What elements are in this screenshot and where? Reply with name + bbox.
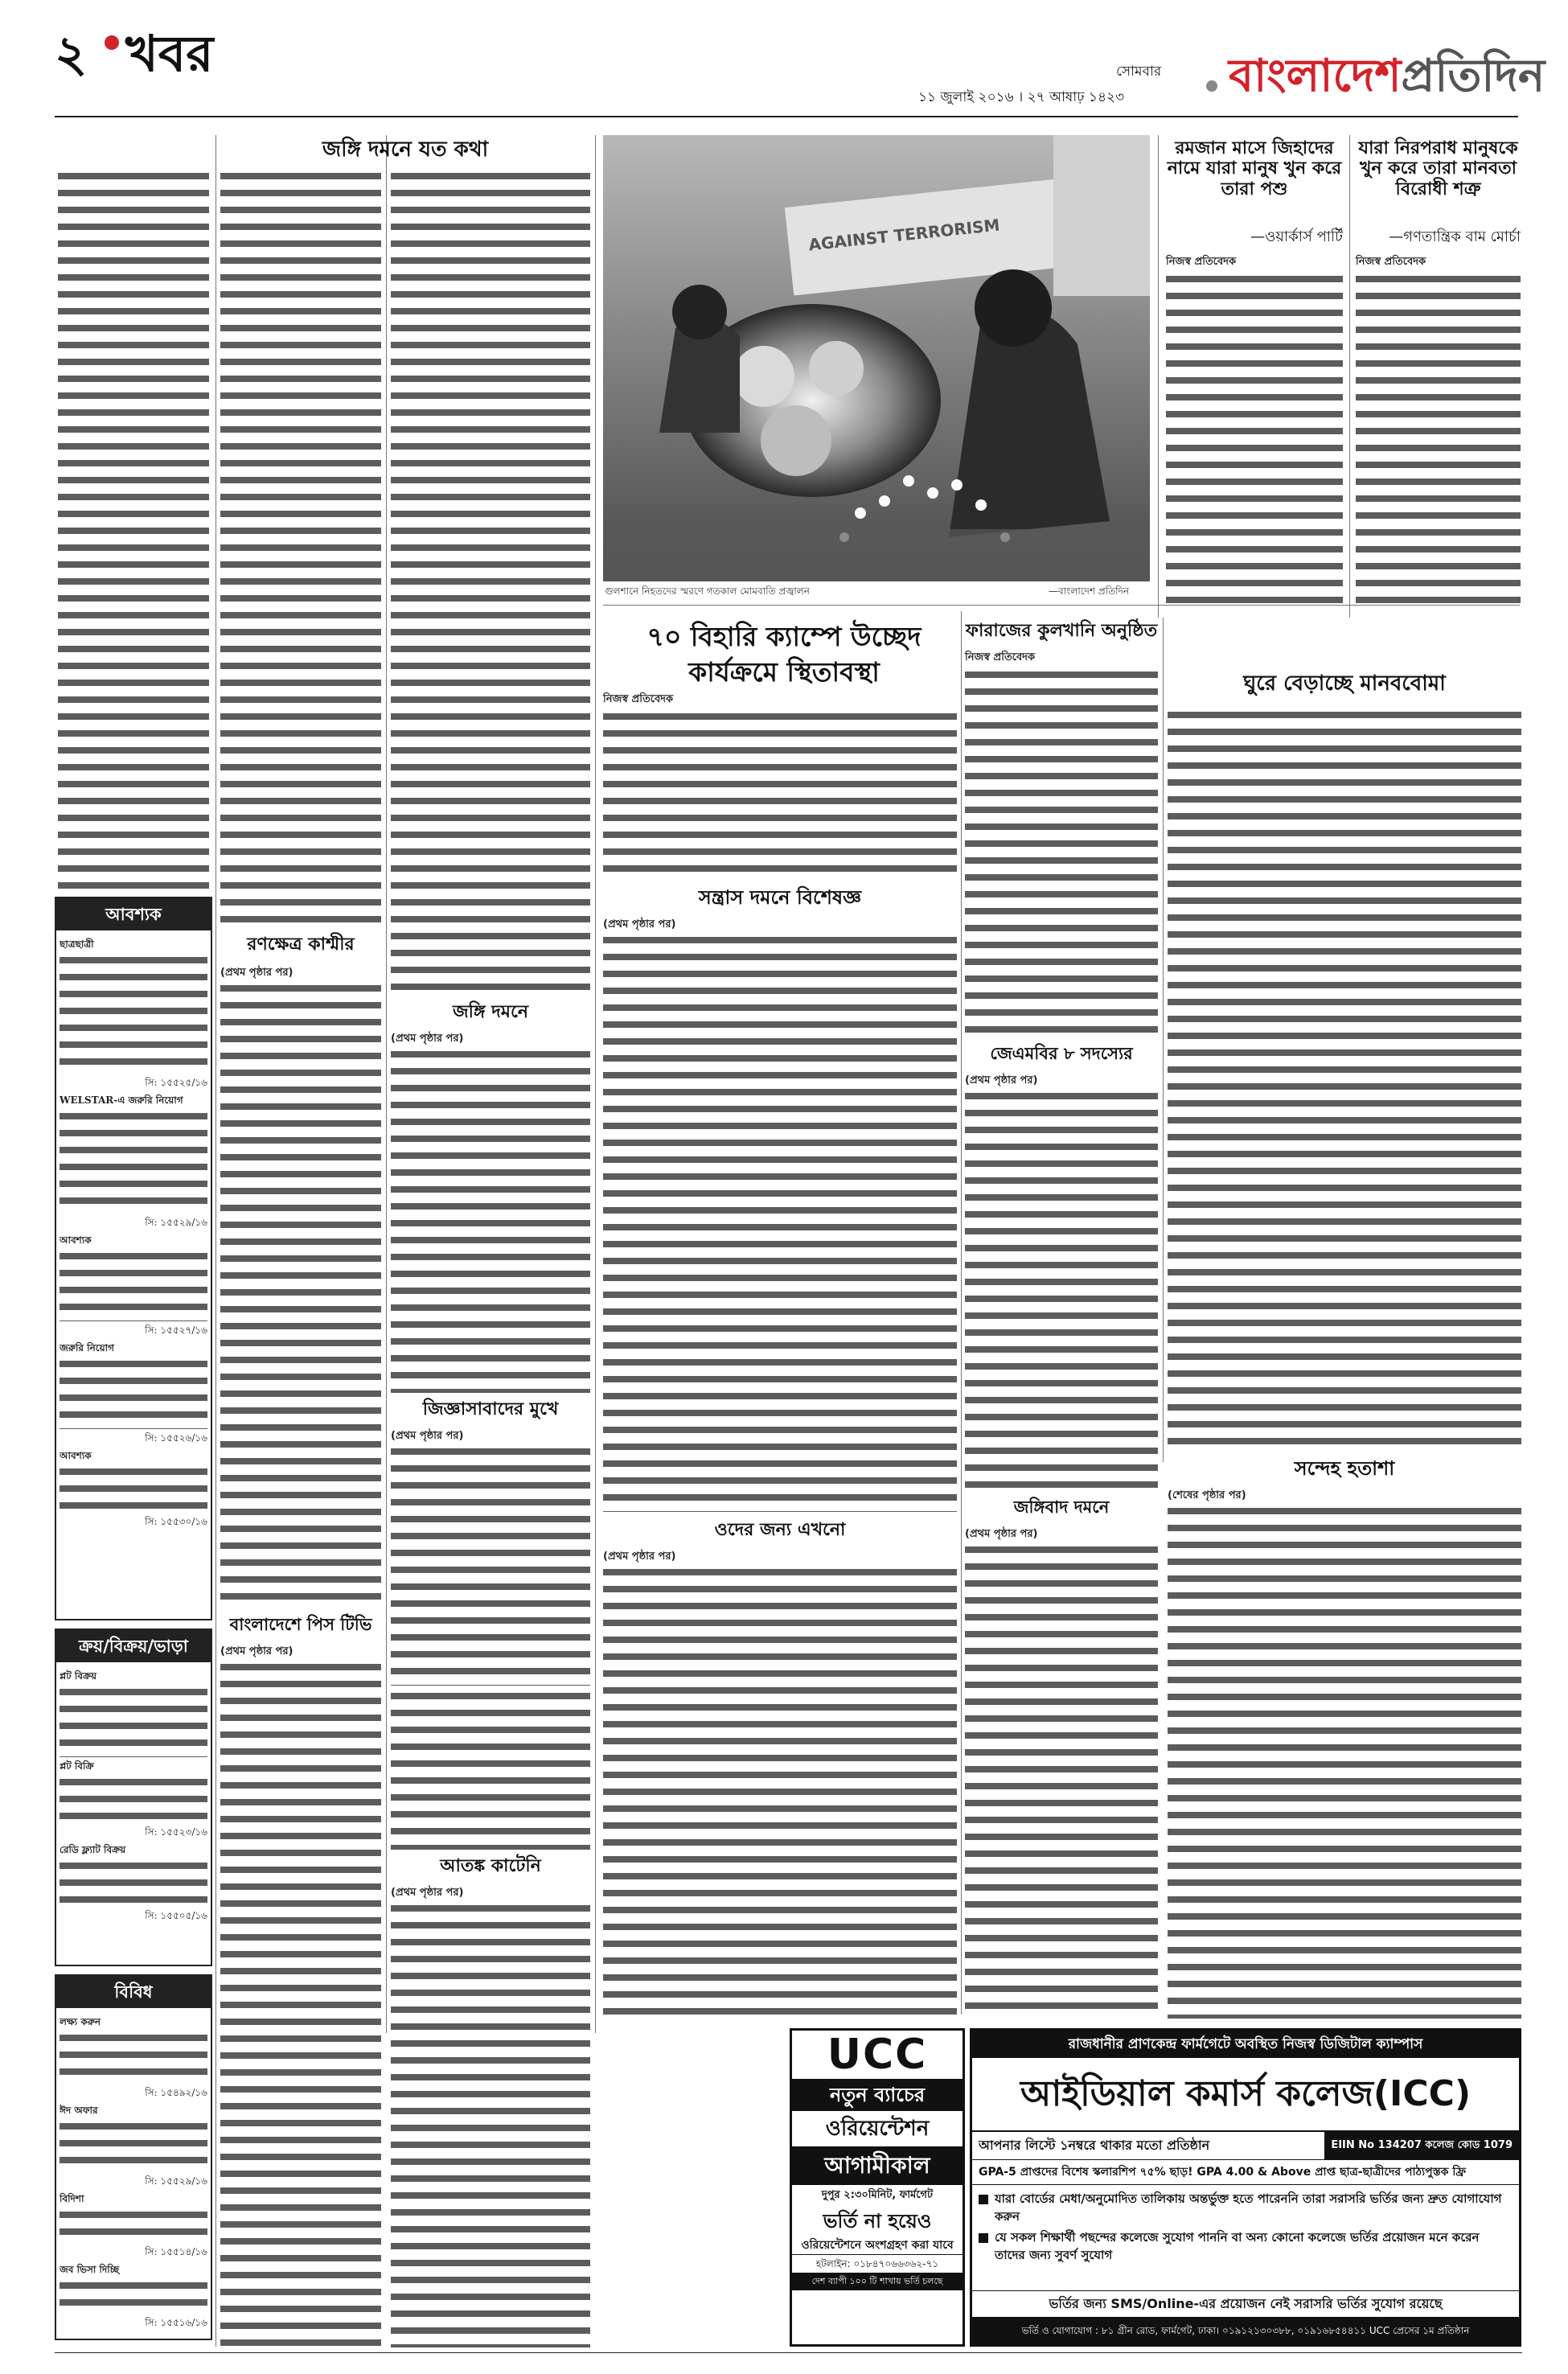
peace-tv-headline: বাংলাদেশে পিস টিভি (229, 1614, 372, 1634)
classified-id: সি: ১৫৫২৭/১৬ (145, 1325, 207, 1336)
column-rule (961, 611, 962, 2015)
innocent-byline: নিজস্ব প্রতিবেদক (1356, 256, 1426, 268)
innocent-text (1356, 272, 1521, 610)
bullet-square-icon (979, 2195, 988, 2204)
classified-item: জরুরি নিয়োগ (60, 1342, 114, 1353)
faraz-headline: ফারাজের কুলখানি অনুষ্ঠিত (965, 620, 1158, 641)
column-rule (1158, 135, 1159, 618)
photo-credit: —বাংলাদেশ প্রতিদিন (1049, 585, 1130, 597)
column-rule (215, 135, 216, 2347)
classified-id: সি: ১৫৫২৯/১৬ (145, 1217, 207, 1228)
for-them-headline: ওদের জন্য এখনো (714, 1519, 846, 1540)
ucc-line5: ওরিয়েন্টেশনে অংশগ্রহণ করা যাবে (801, 2239, 954, 2252)
classified-body (60, 1249, 207, 1321)
ucc-time: দুপুর ২:৩০মিনিট, ফার্মগেট (821, 2189, 934, 2201)
icc-bullet1: যারা বোর্ডের মেধা/অনুমোদিত তালিকায় অন্তর্ভুক্ত হতে পারেননি তারা সরাসরি ভর্তির জন্য দ্রুত যোগাযোগ করুন (995, 2191, 1502, 2224)
terror-expert-lead: (প্রথম পৃষ্ঠার পর) (603, 918, 676, 930)
militancy-col3-text (391, 169, 590, 997)
logo-part-b: প্রতিদিন (1401, 50, 1545, 102)
militancy-headline: জঙ্গি দমনে যত কথা (322, 138, 489, 162)
classified-needed (55, 897, 212, 1620)
icc-eiin: EIIN No 134207 কলেজ কোড 1079 (1324, 2132, 1519, 2159)
classified-body (60, 2208, 207, 2243)
kashmir-lead: (প্রথম পৃষ্ঠার পর) (220, 967, 293, 979)
ramadan-credit: —ওয়ার্কার্স পার্টি (1250, 228, 1343, 245)
photo-caption: গুলশানে নিহতদের স্মরণে গতকাল মোমবাতি প্রজ্বালন (605, 585, 810, 597)
bullet-square-icon (979, 2233, 988, 2243)
classified-body (60, 1685, 207, 1757)
classified-misc-items (60, 2013, 207, 2335)
icc-location: রাজধানীর প্রাণকেন্দ্র ফার্মগেটে অবস্থিত নিজস্ব ডিজিটাল ক্যাম্পাস (972, 2031, 1519, 2058)
classified-id: সি: ১৫৫২৬/১৬ (145, 1432, 207, 1444)
classified-body (60, 2119, 207, 2172)
militant2-headline: জঙ্গিবাদ দমনে (1013, 1497, 1110, 1517)
ucc-ad[interactable] (790, 2028, 965, 2347)
car-bomb-headline: ঘুরে বেড়াচ্ছে মানববোমা (1243, 672, 1446, 696)
classified-id: সি: ১৫৫১৪/১৬ (145, 2246, 207, 2257)
jmb-text (965, 1089, 1158, 1491)
icc-bullet1-row (972, 2185, 1519, 2225)
masthead-day: সোমবার (1116, 64, 1162, 80)
icc-rank: আপনার লিস্টে ১নম্বরে থাকার মতো প্রতিষ্ঠান (979, 2138, 1210, 2153)
photo-banner-text: AGAINST TERRORISM (807, 215, 1001, 255)
masthead-rule (55, 116, 1518, 117)
terror-cutting-headline: আতঙ্ক কাটেনি (440, 1855, 541, 1876)
vigil-photo (603, 135, 1150, 581)
section-rule (603, 605, 1520, 606)
bottom-rule (55, 2352, 1522, 2353)
masthead (0, 0, 1568, 121)
faraz-byline: নিজস্ব প্রতিবেদক (965, 651, 1036, 663)
col3-text-continued (391, 1689, 590, 1850)
militant-page-lead: (প্রথম পৃষ্ঠার পর) (391, 1033, 464, 1045)
militant-page-headline: জঙ্গি দমনে (453, 1001, 528, 1022)
ucc-branches: দেশ ব্যাপী ১০০ টি শাখায় ভর্তি চলছে (792, 2273, 963, 2290)
ucc-line2: ওরিয়েন্টেশন (825, 2117, 930, 2141)
classified-body (60, 1109, 207, 1214)
classified-buy-sell-items (60, 1667, 207, 1961)
classified-item: আবশ্যক (60, 1234, 92, 1246)
red-dot-icon (105, 35, 119, 50)
classified-id: সি: ১৫৫৩০/১৬ (145, 1516, 207, 1527)
icc-contact: ভর্তি ও যোগাযোগ : ৮১ গ্রীন রোড, ফার্মগেট, ঢাকা। ০১৯১২১৩০৩৮৮, ০১৯১৬৮৫৪৪১১ UCC প্রেসের ১ম প্রতিষ্ঠান (972, 2317, 1519, 2344)
doubt-text (1168, 1504, 1521, 2019)
interrogation-lead: (প্রথম পৃষ্ঠার পর) (391, 1430, 464, 1442)
classified-misc-title: বিবিধ (56, 1976, 211, 2008)
classified-item: ঈদ অফার (60, 2105, 98, 2116)
bihari-byline: নিজস্ব প্রতিবেদক (603, 693, 674, 705)
icc-ad[interactable] (970, 2028, 1521, 2347)
peace-tv-lead: (প্রথম পৃষ্ঠার পর) (220, 1645, 293, 1657)
masthead-date: ১১ জুলাই ২০১৬ । ২৭ আষাঢ় ১৪২৩ (918, 89, 1125, 105)
classified-id: সি: ১৫৫২৯/১৬ (145, 2175, 207, 2187)
icc-rank-row (972, 2132, 1519, 2160)
classified-body (60, 2031, 207, 2084)
logo-part-a: বাংলাদেশ (1229, 50, 1402, 102)
classified-item: WELSTAR-এ জরুরি নিয়োগ (60, 1095, 183, 1106)
terror-cutting-text (391, 1901, 590, 2347)
militant-page-text (391, 1047, 590, 1393)
terror-expert-headline: সন্ত্রাস দমনে বিশেষজ্ঞ (698, 885, 862, 909)
innocent-credit: —গণতান্ত্রিক বাম মোর্চা (1389, 228, 1521, 245)
ucc-line3: আগামীকাল (792, 2146, 963, 2185)
vigil-photo-image (603, 135, 1150, 581)
classified-body (60, 1775, 207, 1823)
classified-buy-sell (55, 1629, 212, 1966)
column-rule (386, 135, 387, 2033)
classified-id: সি: ১৫৪৯২/১৬ (145, 2087, 207, 2098)
doubt-lead: (শেষের পৃষ্ঠার পর) (1168, 1489, 1246, 1501)
ucc-line1: নতুন ব্যাচের (792, 2079, 963, 2111)
classified-body (60, 1357, 207, 1429)
ramadan-byline: নিজস্ব প্রতিবেদক (1166, 256, 1237, 268)
classified-buy-sell-title: ক্রয়/বিক্রয়/ভাড়া (56, 1630, 211, 1662)
classified-misc (55, 1974, 212, 2340)
terror-expert-text (603, 933, 957, 1512)
bihari-text (603, 709, 957, 878)
kashmir-text (220, 981, 381, 1608)
terror-cutting-lead: (প্রথম পৃষ্ঠার পর) (391, 1887, 464, 1899)
jmb-headline: জেএমবির ৮ সদস্যের (990, 1043, 1133, 1063)
classified-item: প্লট বিক্রি (60, 1760, 94, 1772)
kashmir-headline: রণক্ষেত্র কাশ্মীর (247, 934, 355, 955)
ucc-brand: UCC (827, 2031, 928, 2079)
interrogation-headline: জিজ্ঞাসাবাদের মুখে (422, 1399, 559, 1419)
classified-body (60, 1464, 207, 1513)
classified-id: সি: ১৫৫২৩/১৬ (145, 1826, 207, 1838)
page-number: ২ (55, 24, 88, 83)
column-rule (1349, 135, 1350, 618)
classified-item: আবশ্যক (60, 1450, 92, 1461)
classified-body (60, 1859, 207, 1907)
classified-item: বিদিশা (60, 2193, 84, 2204)
classified-item: রেডি ফ্ল্যাট বিক্রয় (60, 1844, 126, 1855)
bihari-headline: ৭০ বিহারি ক্যাম্পে উচ্ছেদ কার্যক্রমে স্থিতাবস্থা (646, 621, 922, 688)
for-them-text (603, 1565, 957, 2015)
icc-bullet2-row (972, 2225, 1519, 2264)
classified-item: লক্ষ্য করুন (60, 2016, 101, 2027)
classified-needed-title: আবশ্যক (56, 898, 211, 930)
doubt-headline: সন্দেহ হতাশা (1294, 1456, 1395, 1480)
classified-id: সি: ১৫৫০৫/১৬ (145, 1910, 207, 1921)
militant2-text (965, 1542, 1158, 2017)
militancy-col2-text (220, 169, 381, 925)
column-rule (1163, 618, 1164, 1462)
ucc-phone: হটলাইন: ০১৮৪৭০৬৬৩৬২-৭১ (792, 2254, 963, 2273)
newspaper-logo (1229, 48, 1545, 105)
icc-bullet2: যে সকল শিক্ষার্থী পছন্দের কলেজে সুযোগ পাননি বা অন্য কোনো কলেজে ভর্তির প্রয়োজন মনে করেন তাদের জন্য সুবর্ণ সুযোগ (995, 2230, 1480, 2262)
icc-name: আইডিয়াল কমার্স কলেজ(ICC) (972, 2058, 1519, 2132)
section-title: খবর (125, 24, 214, 83)
peace-tv-text (220, 1660, 381, 2347)
classified-body (60, 953, 207, 1074)
militant2-lead: (প্রথম পৃষ্ঠার পর) (965, 1528, 1038, 1540)
classified-id: সি: ১৫৫২৫/১৬ (145, 1077, 207, 1088)
icc-sms: ভর্তির জন্য SMS/Online-এর প্রয়োজন নেই সরাসরি ভর্তির সুযোগ রয়েছে (972, 2290, 1519, 2317)
icc-gpa: GPA-5 প্রাপ্তদের বিশেষ স্কলারশিপ ৭৫% ছাড়! GPA 4.00 & Above প্রাপ্ত ছাত্র-ছাত্রীদের পাঠ্যপুস্তক ফ্রি (972, 2160, 1519, 2185)
ramadan-text (1166, 272, 1343, 610)
gray-dot-icon (1206, 80, 1217, 92)
jmb-lead: (প্রথম পৃষ্ঠার পর) (965, 1074, 1038, 1086)
militancy-col1-text (58, 169, 209, 897)
ramadan-headline: রমজান মাসে জিহাদের নামে যারা মানুষ খুন করে তারা পশু (1167, 138, 1342, 199)
ucc-line4: ভর্তি না হয়েও (823, 2210, 932, 2232)
classified-id: সি: ১৫৫১৬/১৬ (145, 2317, 207, 2328)
innocent-headline: যারা নিরপরাধ মানুষকে খুন করে তারা মানবতা বিরোধী শত্রু (1358, 138, 1518, 199)
car-bomb-text (1168, 708, 1521, 1448)
classified-item: প্লট বিক্রয় (60, 1670, 97, 1682)
interrogation-text (391, 1444, 590, 1686)
column-rule (595, 135, 596, 2033)
classified-needed-items (60, 935, 207, 1615)
for-them-lead: (প্রথম পৃষ্ঠার পর) (603, 1550, 676, 1563)
classified-item: ছাত্রছাত্রী (60, 939, 94, 950)
classified-item: জব ভিসা দিচ্ছি (60, 2264, 120, 2275)
faraz-text (965, 667, 1158, 1039)
classified-body (60, 2278, 207, 2314)
